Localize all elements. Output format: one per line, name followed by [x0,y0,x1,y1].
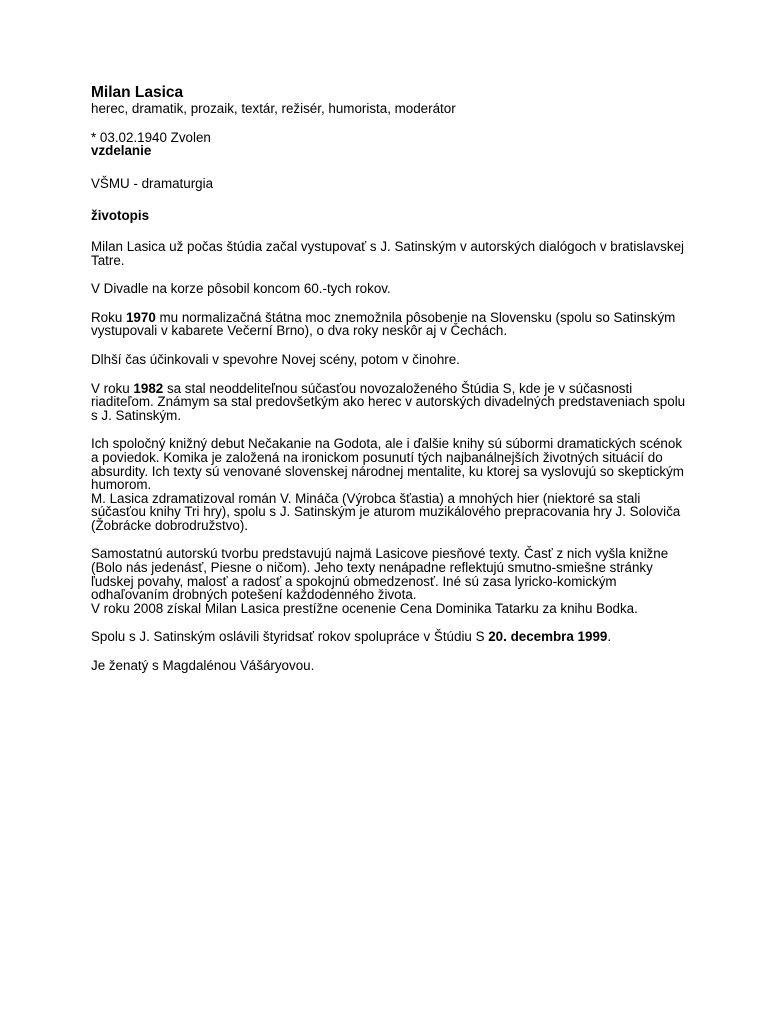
bio-paragraph-7: M. Lasica zdramatizoval román V. Mináča (Výrobca šťastia) a mnohých hier (niektoré sa stali súčasťou knihy Tri hry), spolu s J. Satinským je aturom muzikálového prepracovania hry J. Soloviča (Žobrácke dobrodružstvo). [91,490,681,533]
bio-paragraph-3 [91,311,691,338]
bio-paragraph-1: Milan Lasica už počas štúdia začal vystupovať s J. Satinským v autorských dialógoch v bratislavskej Tatre. [91,238,684,268]
bio-p10-text-after: . [607,629,612,645]
bio-paragraph-4: Dlhší čas účinkovali v spevohre Novej scény, potom v činohre. [91,351,460,367]
person-name: Milan Lasica [91,84,184,101]
bio-p3-year: 1970 [125,309,156,325]
bio-paragraph-10 [91,630,691,644]
bio-paragraph-5 [91,382,691,423]
bio-paragraph-6: Ich spoločný knižný debut Nečakanie na Godota, ale i ďalšie knihy sú súbormi dramatických scénok a poviedok. Komika je založená na ironickom posunutí tých najbanálnejších životných situácií do absurdity. Ich texty sú venované slovenskej národnej mentalite, ku ktorej sa vyslovujú so skeptickým humorom. [91,436,684,493]
birth-info: * 03.02.1940 Zvolen [91,129,211,145]
bio-p3-text-before: Roku [91,309,126,325]
bio-p5-text-before: V roku [91,380,134,396]
education-heading: vzdelanie [91,143,152,159]
bio-p5-text-after: sa stal neoddeliteľnou súčasťou novozaloženého Štúdia S, kde je v súčasnosti riaditeľom. Známym sa stal predovšetkým ako herec v autorských divadelných predstaveniach spolu s J. Satinským. [91,380,686,423]
bio-paragraph-11: Je ženatý s Magdalénou Vášáryovou. [91,658,315,674]
bio-paragraph-2: V Divadle na korze pôsobil koncom 60.-tych rokov. [91,281,391,297]
bio-p5-year: 1982 [133,380,164,396]
biography-heading: životopis [91,208,150,224]
education-text: VŠMU - dramaturgia [91,175,214,191]
document-body [91,84,691,688]
bio-p3-text-after: mu normalizačná štátna moc znemožnila pôsobenie na Slovensku (spolu so Satinským vystupovali v kabarete Večerní Brno), o dva roky neskôr aj v Čechách. [91,309,676,339]
bio-paragraph-9: V roku 2008 získal Milan Lasica prestížne ocenenie Cena Dominika Tatarku za knihu Bodka. [91,600,638,616]
bio-paragraph-8: Samostatnú autorskú tvorbu predstavujú najmä Lasicove piesňové texty. Časť z nich vyšla knižne (Bolo nás jedenásť, Piesne o ničom). Jeho texty nenápadne reflektujú smutno-smiešne stránky ľudskej povahy, malosť a radosť a spokojnú obmedzenosť. Iné sú zasa lyricko-komickým odhaľovaním drobných potešení každodenného života. [91,546,669,603]
bio-p10-date: 20. decembra 1999 [488,629,608,645]
bio-p10-text-before: Spolu s J. Satinským oslávili štyridsať rokov spolupráce v Štúdiu S [91,629,489,645]
person-roles: herec, dramatik, prozaik, textár, režisér, humorista, moderátor [91,101,456,116]
